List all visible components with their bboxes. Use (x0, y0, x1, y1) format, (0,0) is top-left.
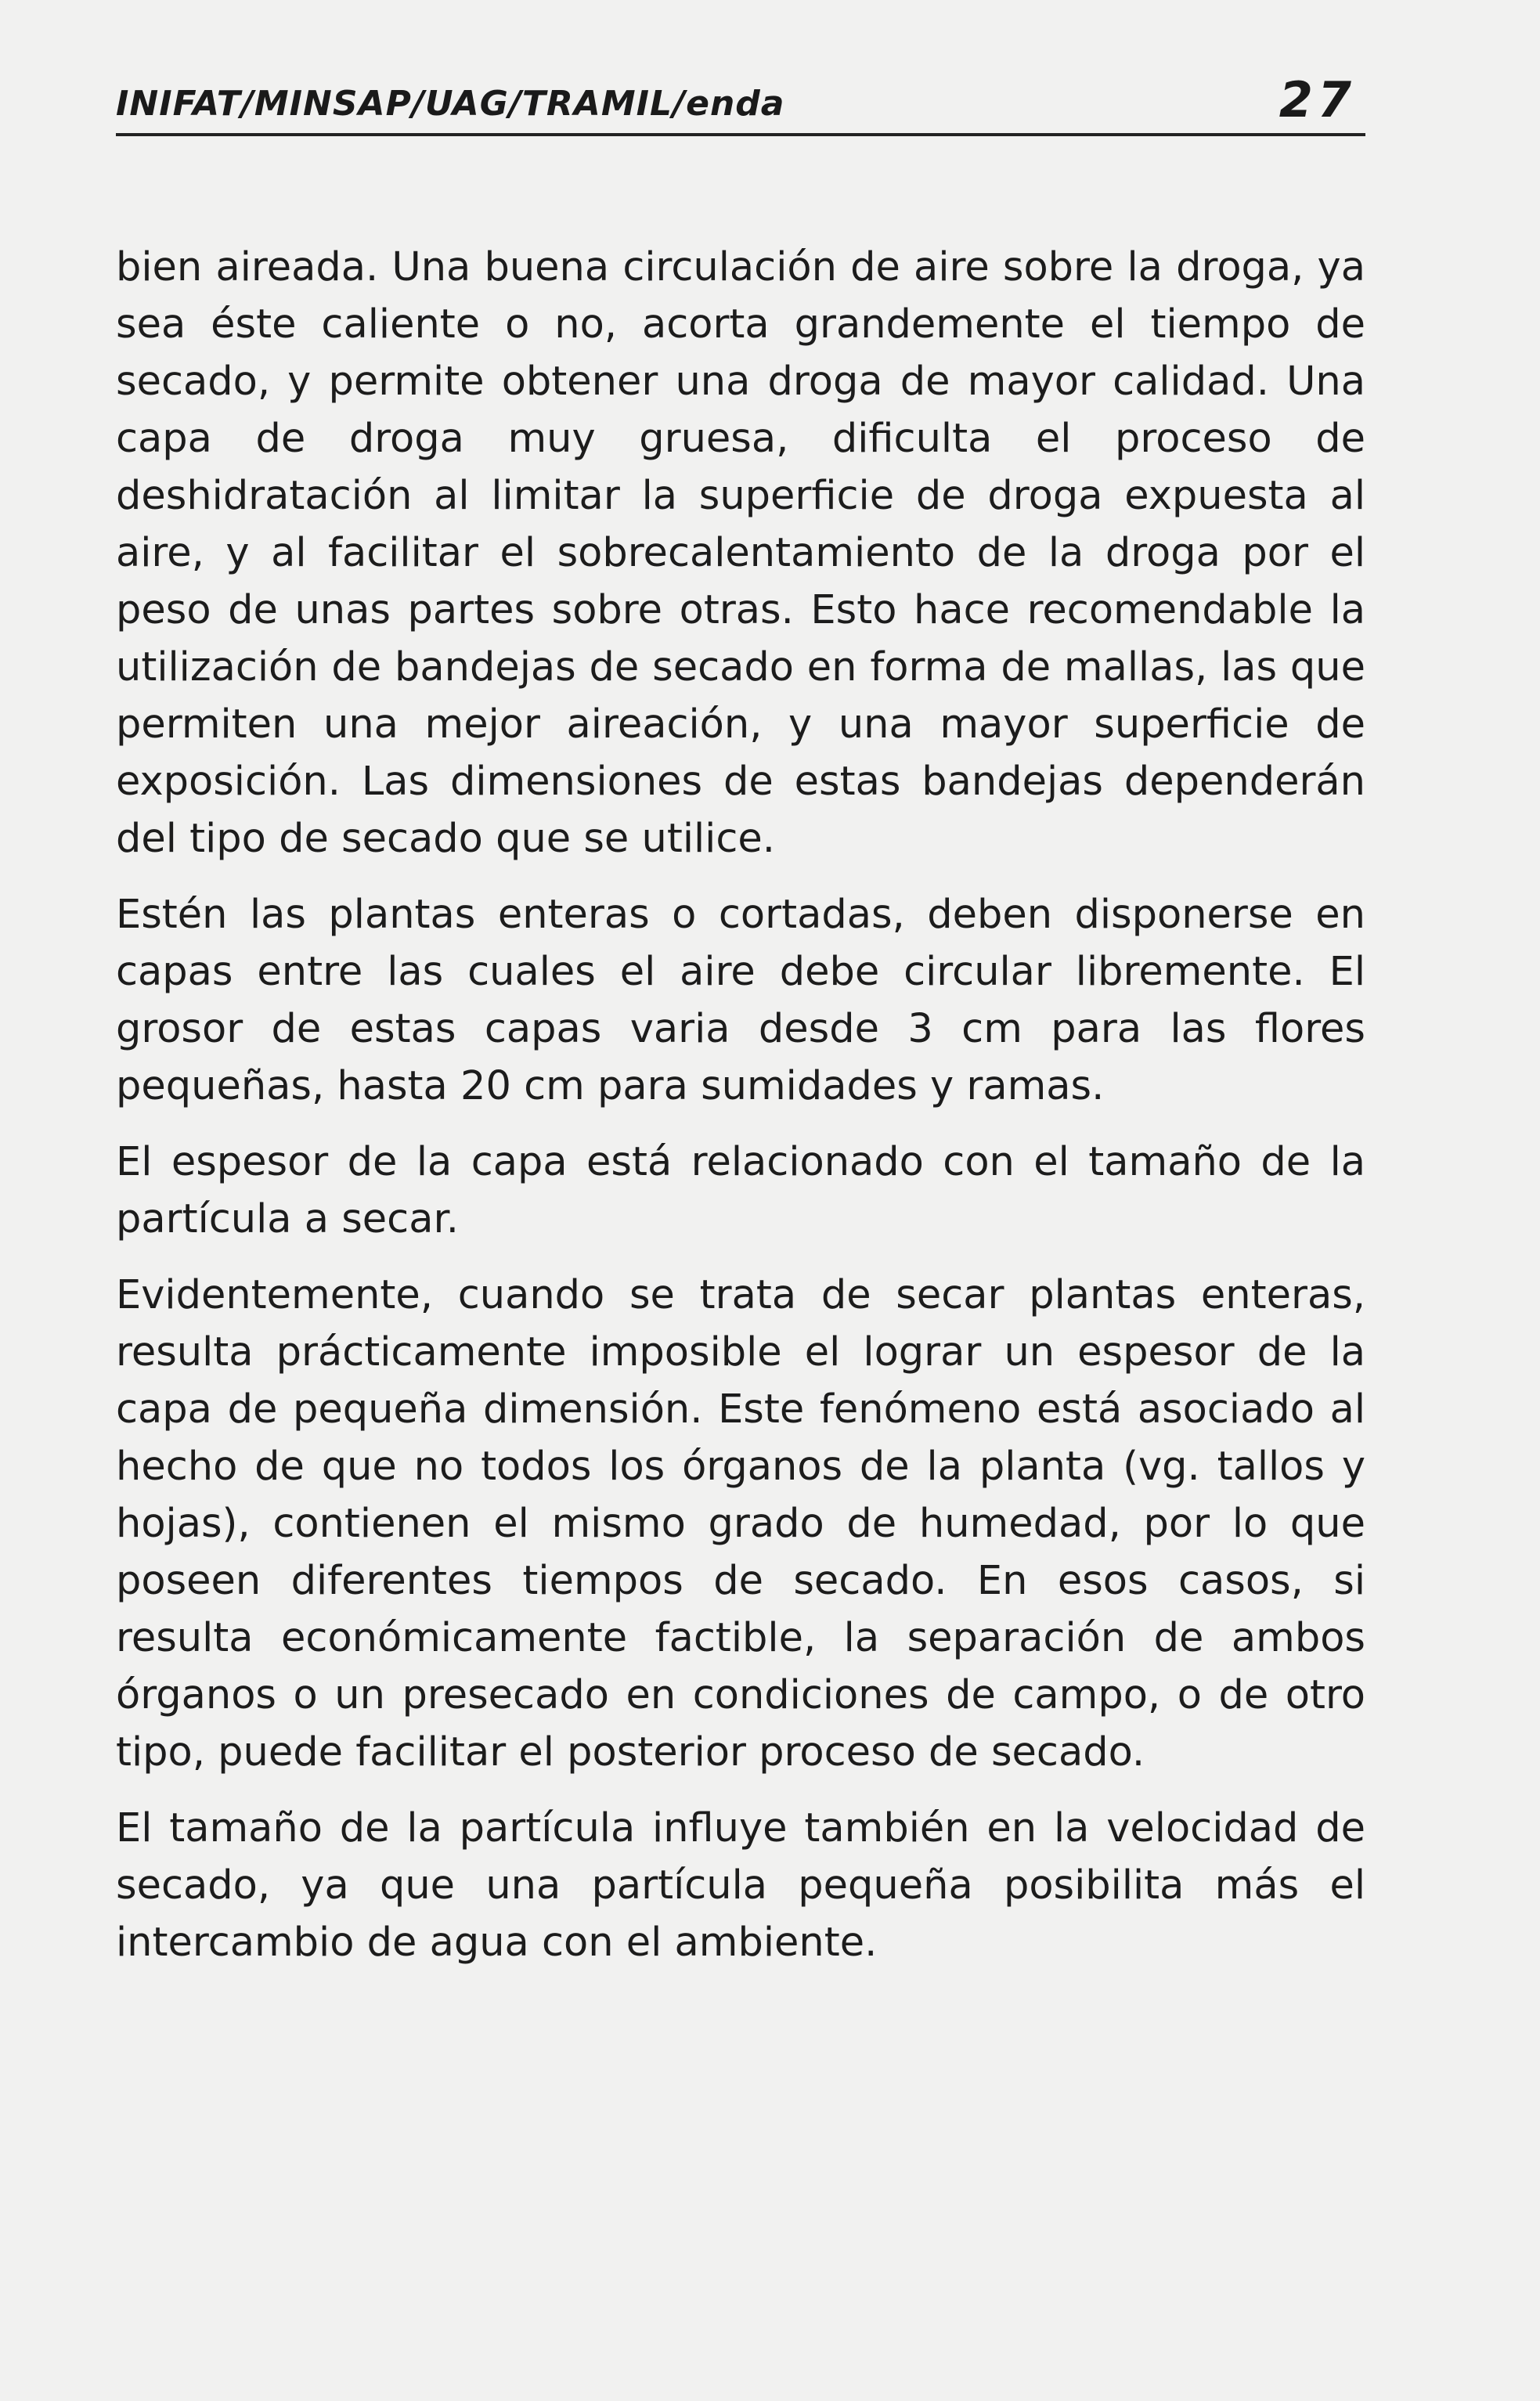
page-number: 27 (1279, 71, 1356, 128)
page-header (116, 61, 1365, 136)
body-text (116, 239, 1365, 1990)
running-title: INIFAT/MINSAP/UAG/TRAMIL/enda (116, 84, 785, 124)
paragraph-5: El tamaño de la partícula influye también en la velocidad de secado, ya que una partícula pequeña posibilita más el intercambio de agua con el ambiente. (116, 1805, 1365, 1966)
paragraph-1: bien aireada. Una buena circulación de aire sobre la droga, ya sea éste caliente o no, acorta grandemente el tiempo de secado, y permite obtener una droga de mayor calidad. Una capa de droga muy gruesa, dificulta el proceso de deshidratación al limitar la superficie de droga expuesta al aire, y al facilitar el sobrecalentamiento de la droga por el peso de unas partes sobre otras. Esto hace recomendable la utilización de bandejas de secado en forma de mallas, las que permiten una mejor aireación, y una mayor superficie de exposición. Las dimensiones de estas bandejas dependerán del tipo de secado que se utilice. (116, 244, 1365, 862)
paragraph-3: El espesor de la capa está relacionado con el tamaño de la partícula a secar. (116, 1139, 1365, 1242)
paragraph-2: Estén las plantas enteras o cortadas, deben disponerse en capas entre las cuales el aire debe circular libremente. El grosor de estas capas varia desde 3 cm para las flores pequeñas, hasta 20 cm para sumidades y ramas. (116, 892, 1365, 1109)
paragraph-4: Evidentemente, cuando se trata de secar plantas enteras, resulta prácticamente imposible el lograr un espesor de la capa de pequeña dimensión. Este fenómeno está asociado al hecho de que no todos los órganos de la planta (vg. tallos y hojas), contienen el mismo grado de humedad, por lo que poseen diferentes tiempos de secado. En esos casos, si resulta económicamente factible, la separación de ambos órganos o un presecado en condiciones de campo, o de otro tipo, puede facilitar el posterior proceso de secado. (116, 1272, 1365, 1776)
